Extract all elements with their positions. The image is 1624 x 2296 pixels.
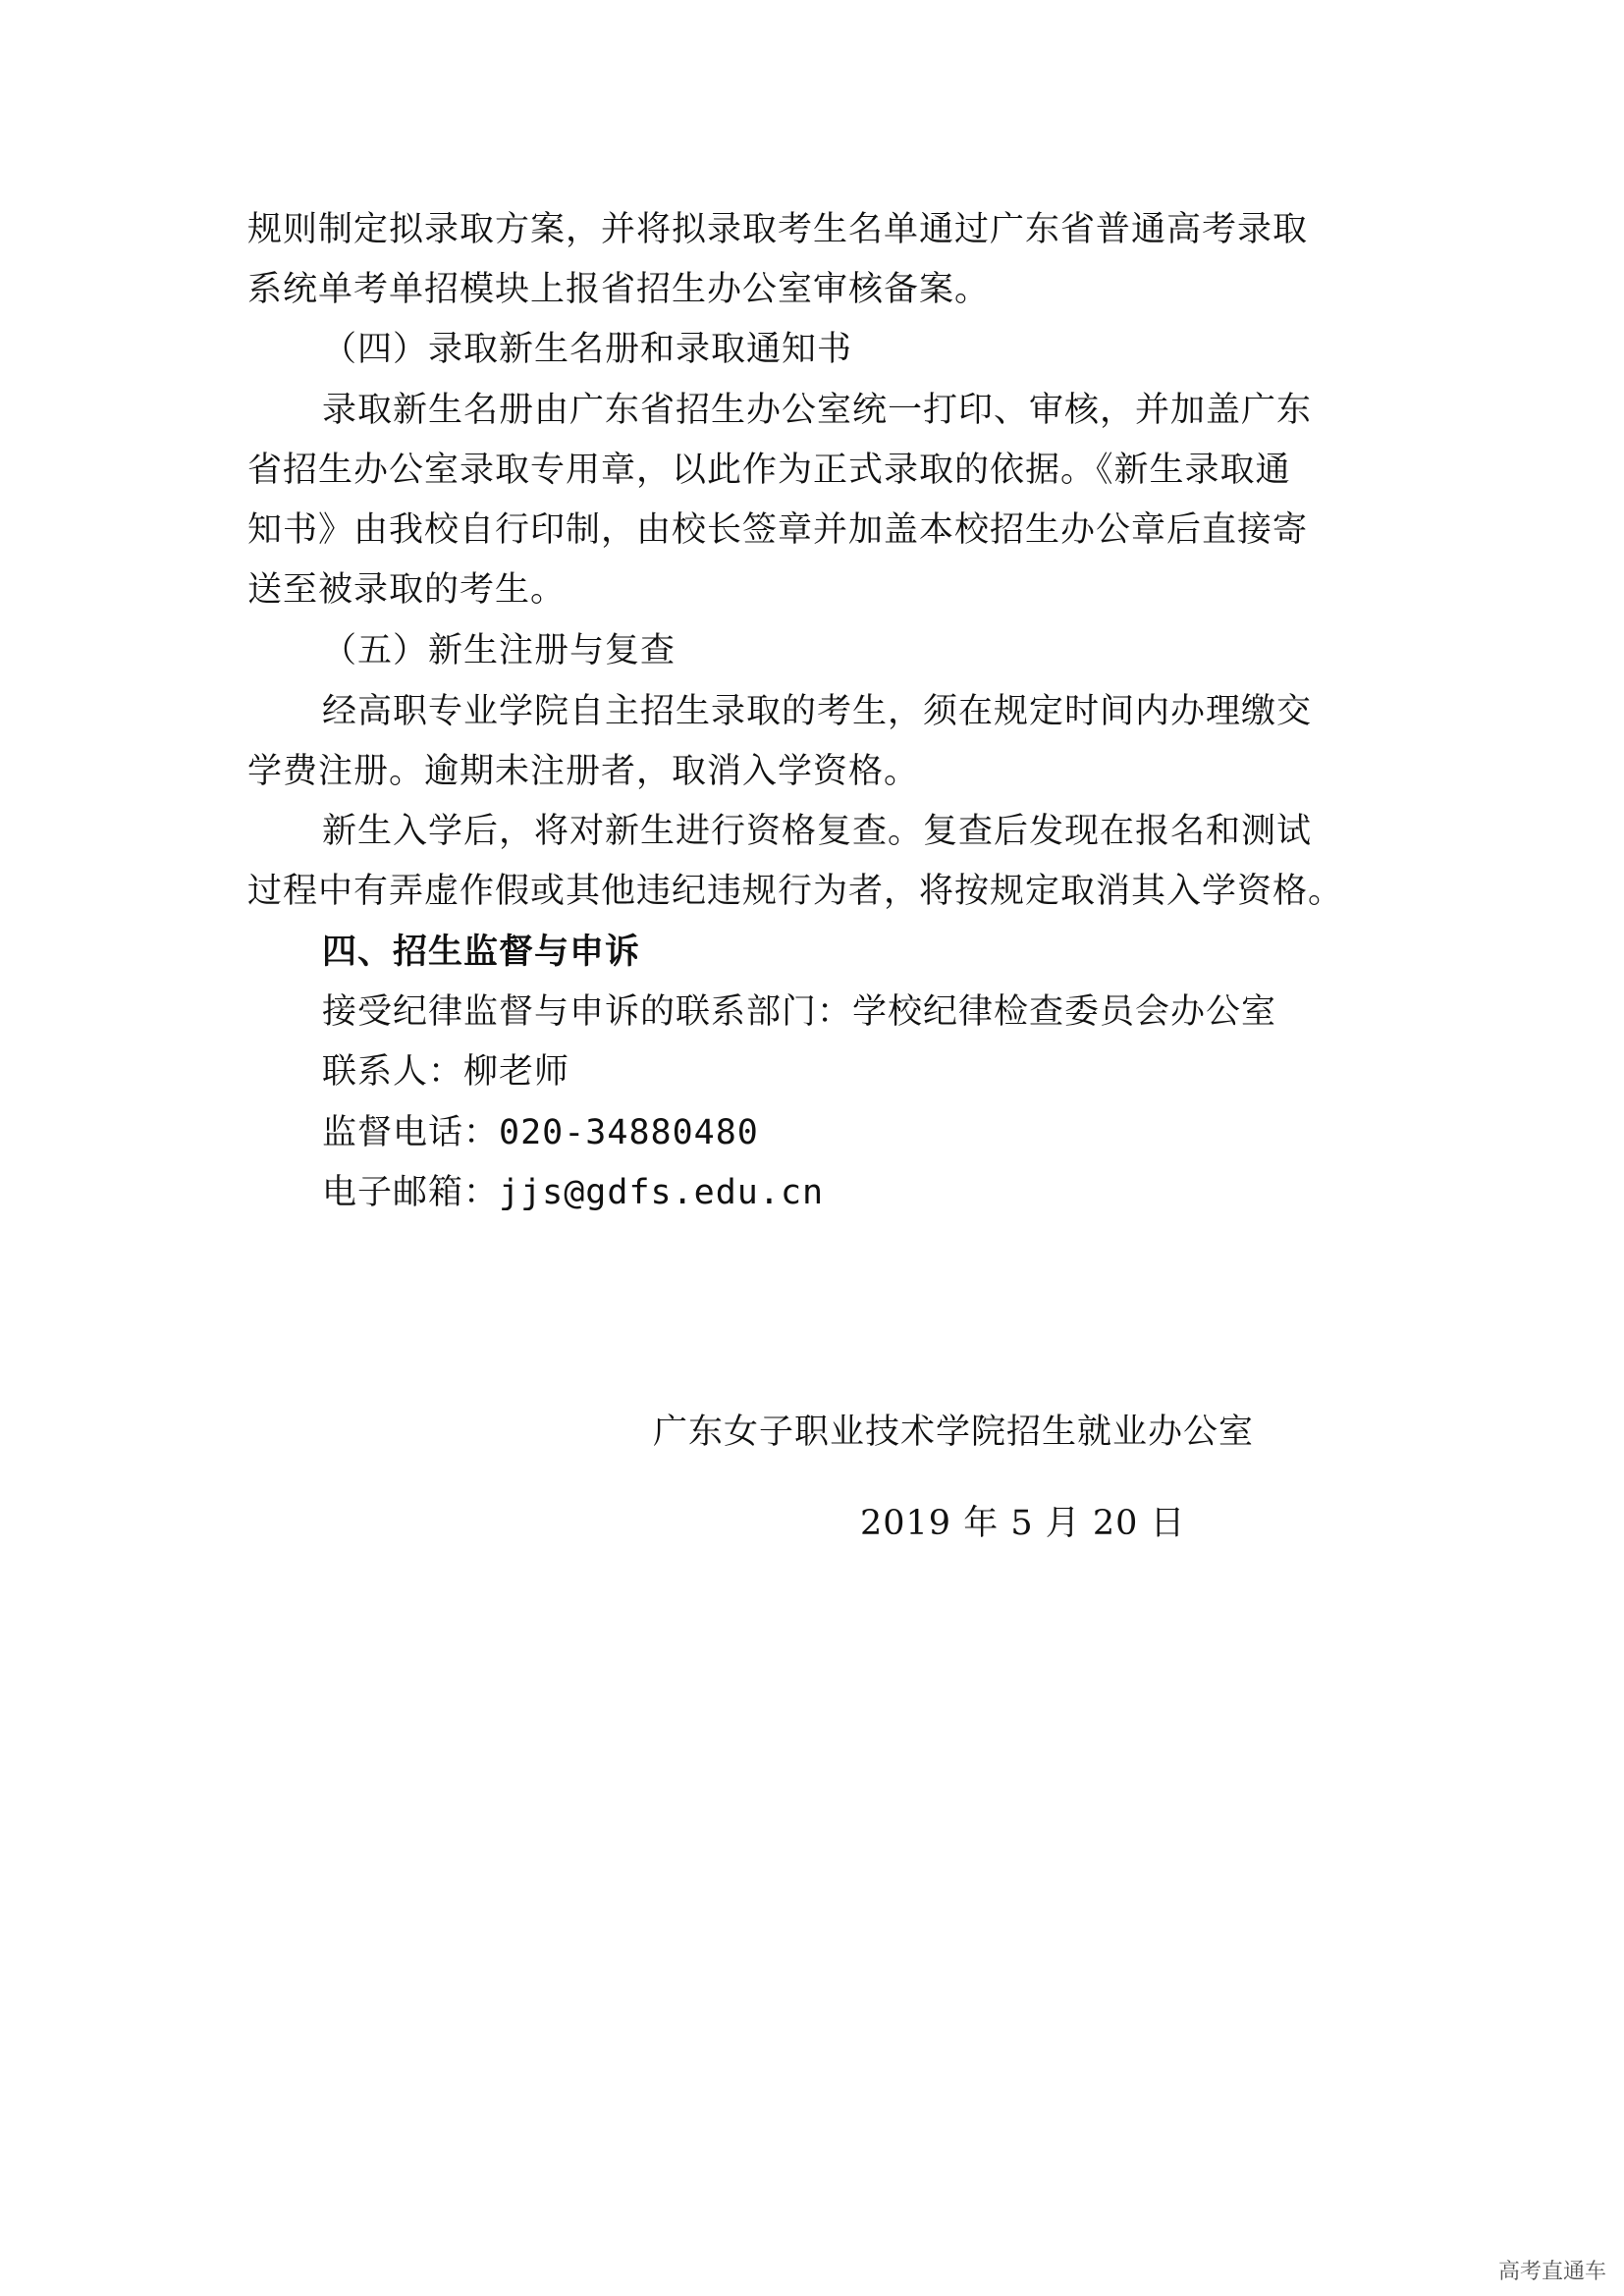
phone-label: 监督电话： (322, 1113, 500, 1152)
subsection-heading-4: （四）录取新生名册和录取通知书 (322, 330, 853, 369)
email-line (322, 1171, 824, 1214)
phone-number: 020-34880480 (499, 1113, 759, 1152)
paragraph-line: 过程中有弄虚作假或其他违纪违规行为者，将按规定取消其入学资格。 (247, 872, 1344, 911)
watermark-text: 高考直通车 (1497, 2260, 1606, 2284)
paragraph-line: 知书》由我校自行印制，由校长签章并加盖本校招生办公章后直接寄 (247, 510, 1309, 550)
paragraph-line: 送至被录取的考生。 (247, 570, 567, 610)
paragraph-line: 系统单考单招模块上报省招生办公室审核备案。 (247, 270, 991, 309)
paragraph-line: 学费注册。逾期未注册者，取消入学资格。 (247, 752, 920, 791)
section-heading: 四、招生监督与申诉 (322, 932, 641, 972)
paragraph-line: 录取新生名册由广东省招生办公室统一打印、审核，并加盖广东 (322, 391, 1313, 430)
subsection-heading-5: （五）新生注册与复查 (322, 631, 677, 670)
signature-organization: 广东女子职业技术学院招生就业办公室 (653, 1413, 1255, 1452)
email-address: jjs@gdfs.edu.cn (499, 1173, 825, 1212)
contact-department: 接受纪律监督与申诉的联系部门：学校纪律检查委员会办公室 (322, 992, 1277, 1032)
email-label: 电子邮箱： (322, 1173, 500, 1212)
paragraph-line: 省招生办公室录取专用章，以此作为正式录取的依据。《新生录取通 (247, 451, 1291, 490)
paragraph-line: 新生入学后，将对新生进行资格复查。复查后发现在报名和测试 (322, 812, 1313, 851)
paragraph-line: 经高职专业学院自主招生录取的考生，须在规定时间内办理缴交 (322, 692, 1313, 731)
signature-date: 2019 年 5 月 20 日 (860, 1504, 1186, 1543)
phone-line (322, 1111, 759, 1154)
contact-person: 联系人：柳老师 (322, 1052, 570, 1092)
paragraph-line: 规则制定拟录取方案，并将拟录取考生名单通过广东省普通高考录取 (247, 210, 1309, 249)
